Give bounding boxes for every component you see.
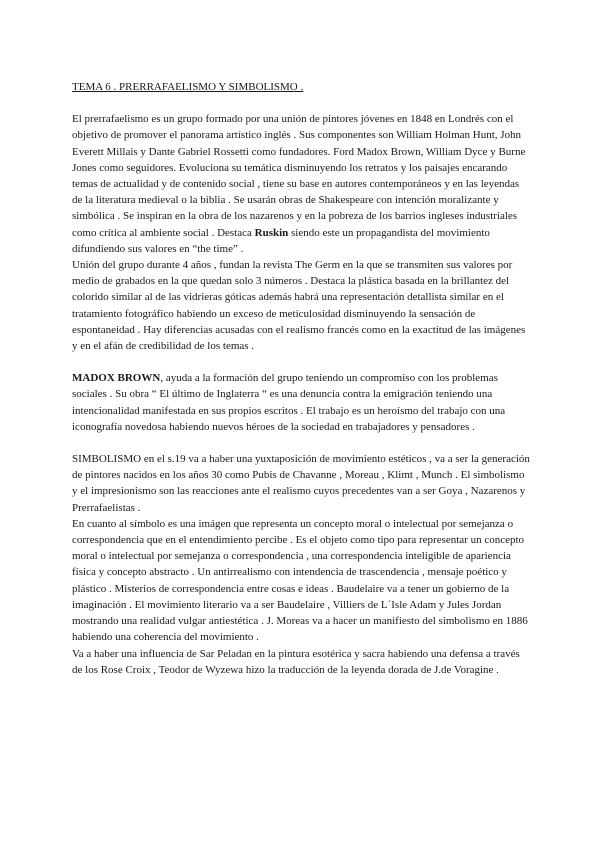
- paragraph-the-germ: Unión del grupo durante 4 años , fundan la revista The Germ en la que se transmiten sus valores por medio de grabados en la que quedan solo 3 números . Destaca la plástica basada en la brillantez del colorido similar al de las vidrieras góticas además habrá una representación detallista similar en el tratamiento fotográfico habiendo un exceso de meticulosidad disminuyendo la sensación de espontaneidad . Hay diferencias acusadas con el realismo francés como en la exactitud de las imágenes y en el afán de credibilidad de los temas .: [72, 259, 526, 353]
- paragraph-text: , ayuda a la formación del grupo teniendo un compromiso con los problemas sociales . Su obra “ El último de Inglaterra “ es una denuncia contra la emigración teniendo una intencionalidad manifestada en sus propios escritos . El trabajo es un heroísmo del trabajo con una iconografía novedosa habiendo nuevos héroes de la sociedad en trabajadores y pensadores .: [72, 372, 506, 433]
- paragraph-sar-peladan: Va a haber una influencia de Sar Peladan en la pintura esotérica y sacra habiendo una defensa a través de los Rose Croix , Teodor de Wyzewa hizo la traducción de la leyenda dorada de J.de Voragine .: [72, 647, 520, 676]
- paragraph-madox-brown: [72, 370, 532, 435]
- bold-name-ruskin: Ruskin: [254, 226, 289, 239]
- paragraph-simbolismo: SIMBOLISMO en el s.19 va a haber una yuxtaposición de movimiento estéticos , va a ser la generación de pintores nacidos en los años 30 como Pubis de Chavanne , Moreau , Klimt , Munch . El simbolismo y el impresionismo son las reacciones ante el realismo cuyos precedentes van a ser Goya , Nazarenos y Prerrafaelistas .: [72, 453, 530, 514]
- paragraph-text: El prerrafaelismo es un grupo formado por una unión de pintores jóvenes en 1848 en Londrés con el objetivo de promover el panorama artístico inglés . Sus componentes son William Holman Hunt, John Everett Millais y Dante Gabriel Rossetti como fundadores. Ford Madox Brown, William Dyce y Burne Jones como seguidores. Evoluciona su temática disminuyendo los retratos y los paisajes encarando temas de actualidad y de contenido social , tiene su base en autores contemporáneos y en las leyendas de la literatura medieval o la biblia . Se usarán obras de Shakespeare con intención moralizante y simbólica . Se inspiran en la obra de los nazarenos y en la pobreza de los barrios ingleses industriales como crítica al ambiente social . Destaca: [72, 113, 526, 239]
- page-title: TEMA 6 . PRERRAFAELISMO Y SIMBOLISMO .: [72, 81, 304, 93]
- paragraph-text: siendo este un propagandista del movimiento difundiendo sus valores en “the time” .: [72, 226, 490, 255]
- bold-name-madox-brown: MADOX BROWN: [72, 372, 161, 385]
- paragraph-simbolo: En cuanto al símbolo es una imágen que representa un concepto moral o intelectual por semejanza o correspondencia que en el entendimiento percibe . Es el objeto como tipo para representar un concepto moral o intelectual por semejanza o correspondencia , una correspondencia inteligible de apariencia física y concepto abstracto . Un antirrealismo con intendencia de trascendencia , mensaje poético y plástico . Misterios de correspondencia entre cosas e ideas . Baudelaire va a tener un gobierno de la imaginación . El movimiento literario va a ser Baudelaire , Villiers de L´Isle Adam y Jules Jordan mostrando una realidad vulgar antiestética . J. Moreas va a hacer un manifiesto del simbolismo en 1886 habiendo una coherencia del movimiento .: [72, 517, 528, 644]
- document-page: [72, 79, 532, 678]
- paragraph-prerrafaelismo-intro: [72, 111, 532, 257]
